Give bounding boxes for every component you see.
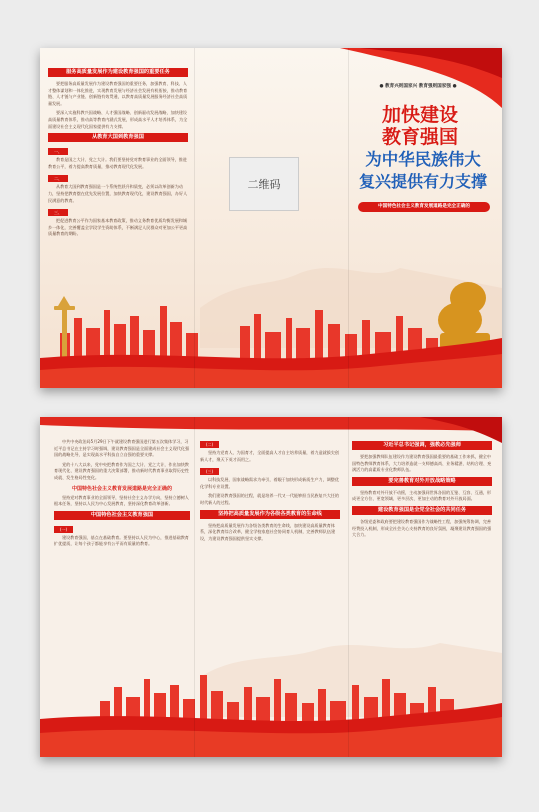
section-heading: 习近平总书记强调，强教必先强师 <box>352 441 492 450</box>
title-line-2: 教育强国 <box>381 126 458 148</box>
section-tag: (二) <box>200 441 219 448</box>
paragraph: 以科技发展、国家战略需求为牵引，着眼于加快形成新质生产力，调整优化学科专业设置。 <box>200 477 339 489</box>
paragraph: 教育是国之大计、党之大计。我们要坚持党对教育事业的全面领导，推进教育公平，着力提高教育质量，推动教育现代化发展。 <box>48 157 187 169</box>
section-subheading: 中国特色社会主义教育发展道路是完全正确的 <box>71 485 172 492</box>
section-tag: 二、 <box>48 175 68 182</box>
section-heading: 服务高质量发展作为建设教育强国的重要任务 <box>48 68 188 77</box>
paragraph: 把促进教育公平作为国家基本教育政策，推动义务教育优质均衡发展和城乡一体化，完善覆盖全学段学生资助体系，不断满足人民群众对更加公平更高质量教育的期盼。 <box>48 218 188 237</box>
title-line-4: 复兴提供有力支撑 <box>358 172 487 191</box>
back-col-1 <box>54 439 190 699</box>
section-tag: 一、 <box>48 148 68 155</box>
title-line-1: 加快建设 <box>381 104 458 126</box>
section-heading: 坚持把高质量发展作为各级各类教育的生命线 <box>200 510 340 519</box>
section-tag: 三、 <box>48 209 68 216</box>
qr-code-placeholder: 二维码 <box>229 157 299 211</box>
section-tag: (一) <box>54 526 73 533</box>
paragraph: 坚持教育对外开放不动摇，主动加强同世界各国的互鉴、互容、互通，形成更全方位、更宽领域、更多层次、更加主动的教育对外开放局面。 <box>352 489 491 502</box>
section-heading: 中国特色社会主义教育强国 <box>54 511 190 520</box>
paragraph: 建设教育强国，基点在基础教育。要坚持以人民为中心，推进基础教育扩优提质，让每个孩子都能享有公平而有质量的教育。 <box>54 534 189 547</box>
back-col-2 <box>200 439 340 699</box>
paragraph: 从教育大国到教育强国是一个系统性跃升和质变，必须以改革创新为动力，坚持把教育摆在优先发展位置，加快教育现代化，建设教育强国，办好人民满意的教育。 <box>48 184 188 203</box>
paragraph: 要深入实施科教兴国战略、人才强国战略、创新驱动发展战略，加快建设高质量教育体系，推动高等教育内涵式发展，形成高水平人才培养体系，为全面建设社会主义现代化国家提供有力支撑。 <box>48 110 188 129</box>
brochure-back <box>40 417 502 757</box>
paragraph: 要把加强教师队伍建设作为建设教育强国最重要的基础工作来抓，健全中国特色教师教育体系，大力培养造就一支师德高尚、业务精湛、结构合理、充满活力的高素质专业化教师队伍。 <box>352 454 492 473</box>
section-heading: 要完善教育对外开放战略策略 <box>352 477 492 486</box>
paragraph: 各级党委和政府要把建设教育强国作为战略性工程，加强统筹协调，完善经费投入机制，形成全社会关心支持教育的良好氛围，凝聚建设教育强国的强大合力。 <box>352 518 492 538</box>
front-left-panel <box>48 66 188 316</box>
fold-line <box>348 417 349 757</box>
title-line-3: 为中华民族伟大 <box>365 150 481 169</box>
fold-line <box>348 48 349 388</box>
section-heading: 建设教育强国是全党全社会的共同任务 <box>352 506 492 515</box>
back-col-3 <box>352 439 492 689</box>
fold-line <box>194 48 195 388</box>
slogan: ● 教育兴则国家兴 教育强则国家强 ● <box>379 84 457 89</box>
ribbon-banner: 中国特色社会主义教育发展道路是完全正确的 <box>358 202 490 212</box>
paragraph: 中共中央政治局5月29日下午就建设教育强国进行第五次集体学习，习近平总书记在主持学习时强调，建设教育强国是全面建成社会主义现代化强国的战略先导，是实现高水平科技自立自强的重要支撑。 <box>54 439 190 458</box>
paragraph: 要把服务高质量发展作为建设教育强国的重要任务，加强教育、科技、人才整体谋划和一体化推进，实现教育发展与经济社会发展有机衔接，推动教育链、人才链与产业链、创新链有效贯通，以教育高质量发展服务经济社会高质量发展。 <box>48 81 188 106</box>
section-tag: (三) <box>200 468 219 475</box>
brochure-front <box>40 48 502 388</box>
section-heading: 从教育大国到教育强国 <box>48 133 188 142</box>
paragraph: 坚持党对教育事业的全面领导，坚持社会主义办学方向，坚持立德树人根本任务，坚持以人民为中心发展教育，坚持深化教育改革创新。 <box>54 494 189 507</box>
paragraph: 党的十八大以来，党中央把教育作为国之大计、党之大计，作出加快教育现代化、建设教育强国的重大决策部署，推动新时代教育事业取得历史性成就、发生格局性变化。 <box>54 461 190 480</box>
paragraph: 坚持把高质量发展作为各级各类教育的生命线，加快建设高质量教育体系，深化教育综合改革，健全学校家庭社会协同育人机制，完善教师队伍建设，为建设教育强国提供坚实支撑。 <box>200 522 336 541</box>
fold-line <box>194 417 195 757</box>
paragraph: 坚持为党育人、为国育才，全面提高人才自主培养质量，着力造就拔尖创新人才，聚天下英才而用之。 <box>200 450 339 462</box>
paragraph: 我们建设教育强国的过程，就是培养一代又一代能够担当民族复兴大任的时代新人的过程。 <box>200 493 339 505</box>
